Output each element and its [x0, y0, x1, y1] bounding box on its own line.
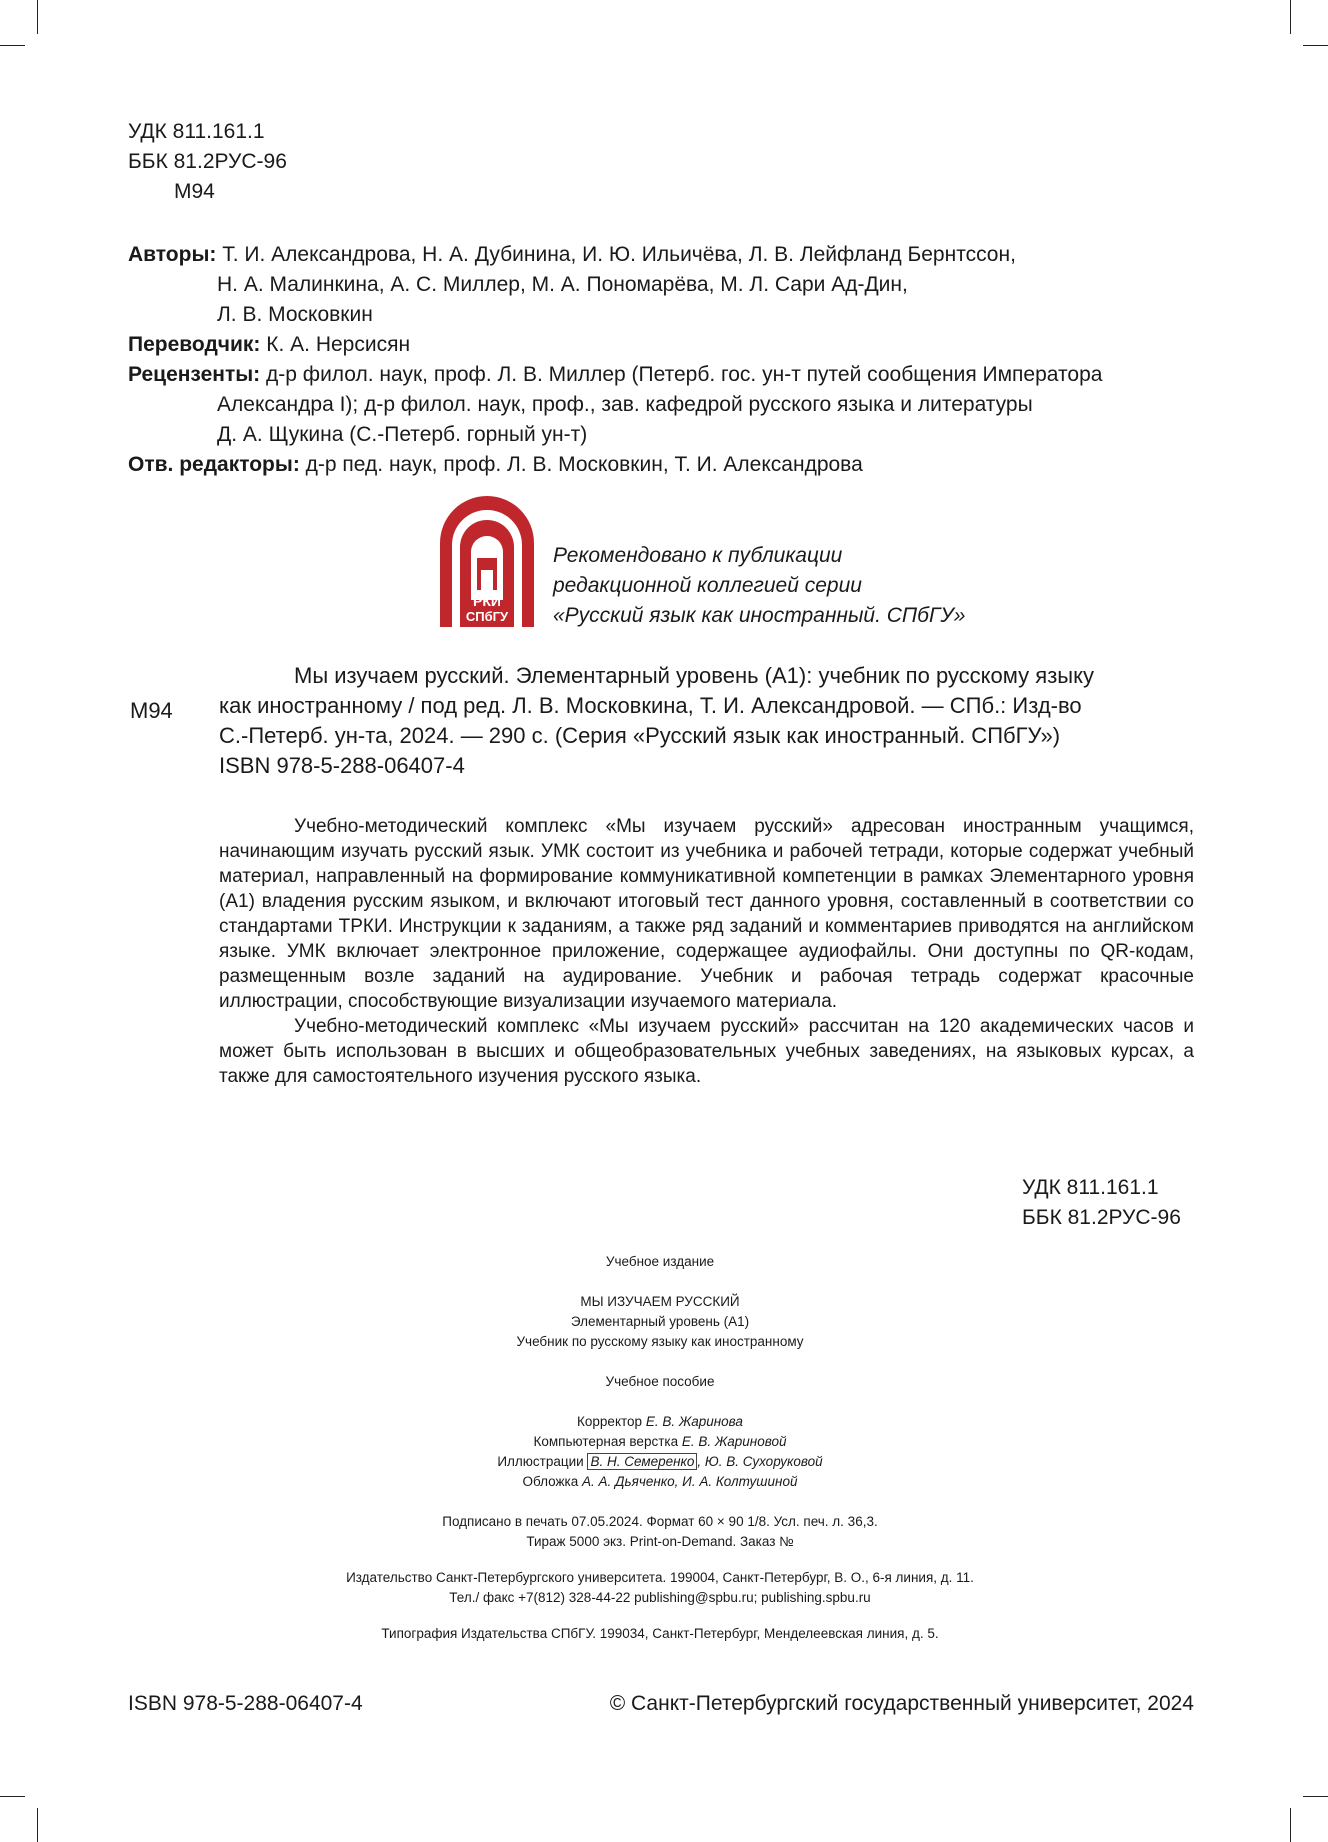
authors-label: Авторы: — [128, 243, 217, 266]
classification-block — [128, 117, 287, 207]
arch-logo-icon — [440, 496, 534, 627]
imprint-block — [230, 1252, 1090, 1644]
editors-label: Отв. редакторы: — [128, 453, 300, 476]
crop-mark-top-left-h — [0, 45, 25, 46]
crop-mark-top-right-h — [1303, 45, 1328, 46]
imprint-title: МЫ ИЗУЧАЕМ РУССКИЙ — [580, 1294, 740, 1309]
layout-line: Компьютерная верстка Е. В. Жариновой — [533, 1434, 787, 1449]
logo-text-rki: РКИ — [473, 593, 501, 609]
bibliography-entry — [219, 661, 1199, 781]
imprint-subtitle-2: Учебник по русскому языку как иностранному — [516, 1334, 804, 1349]
crop-mark-bottom-right-v — [1290, 1808, 1291, 1842]
imprint-subtitle: Элементарный уровень (А1) — [570, 1314, 750, 1329]
credits-block — [128, 240, 1228, 480]
annotation — [219, 814, 1194, 1089]
authors-line-3: Л. В. Московкин — [217, 303, 373, 326]
recommendation-block — [553, 541, 965, 631]
illustrator-boxed: В. Н. Семеренко — [587, 1453, 697, 1470]
udk-code-right: УДК 811.161.1 — [1022, 1176, 1159, 1199]
publisher-line-2: Тел./ факс +7(812) 328-44-22 publishing@spbu.ru; publishing.spbu.ru — [449, 1590, 871, 1605]
crop-mark-top-right-v — [1290, 0, 1291, 34]
annotation-paragraph-2: Учебно-методический комплекс «Мы изучаем русский» рассчитан на 120 академических часов и может быть использован в высших и общеобразовательных учебных заведениях, на языковых курсах, а также для самостоятельного изучения русского языка. — [219, 1016, 1194, 1087]
reviewers-line-3: Д. А. Щукина (С.-Петерб. горный ун-т) — [217, 423, 588, 446]
crop-mark-top-left-v — [37, 0, 38, 34]
udk-code: УДК 811.161.1 — [128, 120, 265, 143]
print-line-2: Тираж 5000 экз. Print-on-Demand. Заказ № — [526, 1534, 794, 1549]
authors-line-1: Авторы: Т. И. Александрова, Н. А. Дубинина, И. Ю. Ильичёва, Л. В. Лейфланд Бернтссон, — [128, 243, 1016, 266]
reviewers-line-1: Рецензенты: д-р филол. наук, проф. Л. В. Миллер (Петерб. гос. ун-т путей сообщения Императора — [128, 363, 1103, 386]
edition-type: Учебное издание — [605, 1254, 715, 1269]
imprint-kind: Учебное пособие — [605, 1374, 715, 1389]
footer-isbn: ISBN 978-5-288-06407-4 — [128, 1692, 363, 1715]
bibliography-isbn: ISBN 978-5-288-06407-4 — [219, 753, 465, 778]
recommendation-line-2: редакционной коллегией серии — [553, 574, 862, 597]
reviewers-line-2: Александра I); д-р филол. наук, проф., зав. кафедрой русского языка и литературы — [217, 393, 1033, 416]
author-sign: М94 — [174, 180, 215, 203]
printer-line: Типография Издательства СПбГУ. 199034, Санкт-Петербург, Менделеевская линия, д. 5. — [381, 1626, 939, 1641]
crop-mark-bottom-right-h — [1303, 1796, 1328, 1797]
translator-line: Переводчик: К. А. Нерсисян — [128, 333, 411, 356]
reviewers-label: Рецензенты: — [128, 363, 261, 386]
crop-mark-bottom-left-v — [37, 1808, 38, 1842]
logo-text-spbgu: СПбГУ — [465, 609, 509, 624]
illustrations-line: Иллюстрации В. Н. Семеренко , Ю. В. Сухоруковой — [497, 1454, 823, 1469]
footer-copyright: © Санкт-Петербургский государственный университет, 2024 — [609, 1692, 1194, 1715]
publisher-line-1: Издательство Санкт-Петербургского университета. 199004, Санкт-Петербург, В. О., 6-я линия, д. 11. — [346, 1570, 974, 1585]
editors-line: Отв. редакторы: д-р пед. наук, проф. Л. В. Московкин, Т. И. Александрова — [128, 453, 863, 476]
bbk-code-right: ББК 81.2РУС-96 — [1022, 1206, 1181, 1229]
authors-line-2: Н. А. Малинкина, А. С. Миллер, М. А. Пономарёва, М. Л. Сари Ад-Дин, — [217, 273, 908, 296]
bibliography-line-2: как иностранному / под ред. Л. В. Московкина, Т. И. Александровой. — СПб.: Изд-во — [219, 693, 1082, 718]
annotation-paragraph-1: Учебно-методический комплекс «Мы изучаем русский» адресован иностранным учащимся, начинающим изучать русский язык. УМК состоит из учебника и рабочей тетради, которые содержат учебный материал, направленный на формирование коммуникативной компетенции в рамках Элементарного уровня (А1) владения русским языком, и включают итоговый тест данного уровня, составленный в соответствии со стандартами ТРКИ. Инструкции к заданиям, а также ряд заданий и комментариев приводятся на английском языке. УМК включает электронное приложение, содержащее аудиофайлы. Они доступны по QR-кодам, размещенным возле заданий на аудирование. Учебник и рабочая тетрадь содержат красочные иллюстрации, способствующие визуализации изучаемого материала. — [219, 816, 1194, 1012]
crop-mark-bottom-left-h — [0, 1796, 25, 1797]
recommendation-line-1: Рекомендовано к публикации — [553, 544, 843, 567]
cover-line: Обложка А. А. Дьяченко, И. А. Колтушиной — [522, 1474, 798, 1489]
translator-label: Переводчик: — [128, 333, 261, 356]
corrector-line: Корректор Е. В. Жаринова — [577, 1414, 743, 1429]
series-logo — [440, 496, 534, 627]
bibliography-code: М94 — [130, 698, 173, 723]
print-line-1: Подписано в печать 07.05.2024. Формат 60 × 90 1/8. Усл. печ. л. 36,3. — [442, 1514, 878, 1529]
bbk-code: ББК 81.2РУС-96 — [128, 150, 287, 173]
bibliography-line-3: С.-Петерб. ун-та, 2024. — 290 с. (Серия «Русский язык как иностранный. СПбГУ») — [219, 723, 1061, 748]
classification-right — [1022, 1173, 1181, 1233]
bibliography-line-1: Мы изучаем русский. Элементарный уровень (А1): учебник по русскому языку — [294, 663, 1094, 688]
recommendation-line-3: «Русский язык как иностранный. СПбГУ» — [553, 604, 966, 627]
